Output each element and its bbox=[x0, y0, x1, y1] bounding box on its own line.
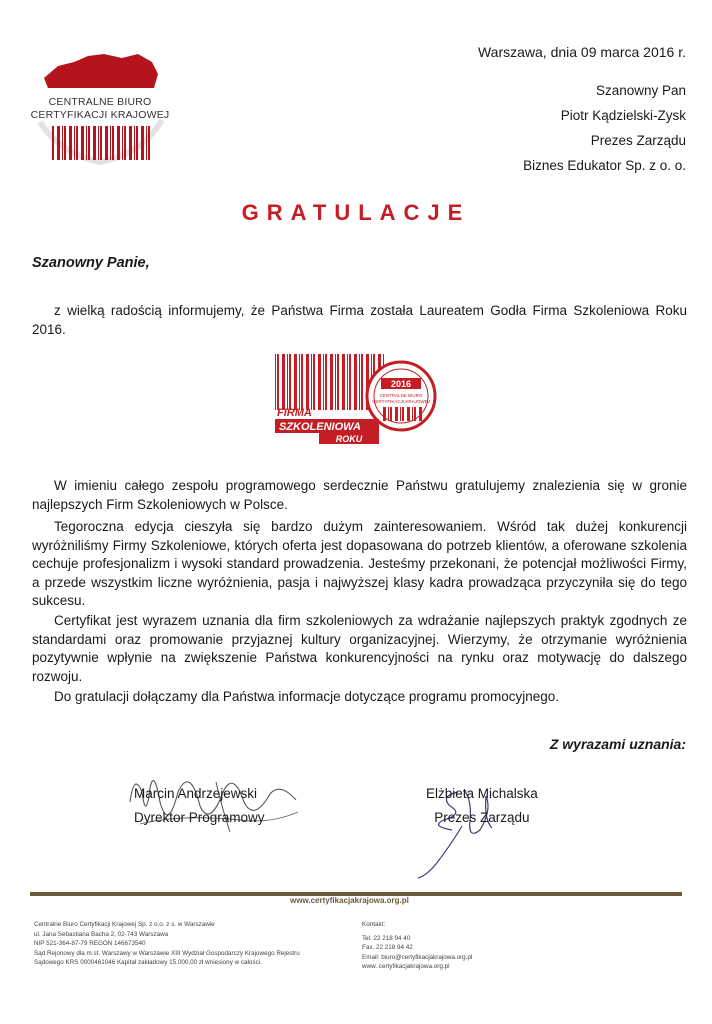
barcode-stripe bbox=[359, 354, 360, 410]
barcode-stripe bbox=[395, 407, 398, 421]
footer-company-line: NIP 521-364-87-79 REGON 146673540 bbox=[34, 940, 146, 947]
barcode-stripe bbox=[76, 126, 78, 160]
badge-year: 2016 bbox=[390, 379, 412, 389]
barcode-stripe bbox=[419, 407, 422, 421]
footer-contact-line: Fax. 22 218 94 42 bbox=[362, 944, 413, 951]
badge-ring-line-1: CENTRALNE BIURO bbox=[379, 393, 423, 398]
barcode-stripe bbox=[146, 126, 147, 160]
barcode-stripe bbox=[64, 126, 66, 160]
barcode-stripe bbox=[134, 126, 135, 160]
barcode-stripe bbox=[294, 354, 297, 410]
logo-line-2: CERTYFIKACJI KRAJOWEJ bbox=[30, 109, 170, 121]
signature-left-title: Dyrektor Programowy bbox=[134, 810, 265, 825]
barcode-stripe bbox=[52, 126, 54, 160]
barcode-stripe bbox=[289, 354, 291, 410]
paragraph-intro: z wielką radością informujemy, że Państwa Firma została Laureatem Godła Firma Szkoleniowa Roku 2016. bbox=[32, 303, 687, 337]
barcode-stripe bbox=[282, 354, 285, 410]
barcode-stripe bbox=[275, 354, 276, 410]
footer-company-line: Sądowego KRS 0000461046 Kapitał zakładowy 15.000,00 zł wniesiony w całości. bbox=[34, 959, 262, 966]
barcode-stripe bbox=[148, 126, 150, 160]
signature-right-title: Prezes Zarządu bbox=[434, 810, 530, 825]
paragraph-edition: Tegoroczna edycja cieszyła się bardzo dużym zainteresowaniem. Wśród tak dużej konkurencji wyróżniliśmy Firmy Szkoleniowe, których oferta jest dopasowana do potrzeb klientów, a oferowane szkolenia cechuje profesjonalizm i wysoki standard prowadzenia. Jesteśmy przekonani, że potencjał możliwości Firmy, a przede wszystkim liczne wyróżnienia, pasja i najwyższej klasy kadra prowadząca przyczyniła się do tego sukcesu. bbox=[32, 519, 687, 608]
logo-line-1: CENTRALNE BIURO bbox=[48, 96, 152, 108]
barcode-stripe bbox=[412, 407, 413, 421]
barcode-stripe bbox=[318, 354, 321, 410]
barcode-stripe bbox=[117, 126, 120, 160]
barcode-stripe bbox=[93, 126, 96, 160]
barcode-stripe bbox=[325, 354, 327, 410]
footer-company-line: ul. Jana Sebastiana Bacha 2, 02-743 Warszawa bbox=[34, 930, 169, 938]
signature-left-name: Marcin Andrzejewski bbox=[134, 786, 258, 801]
barcode-stripe bbox=[407, 407, 410, 421]
award-badge-icon bbox=[273, 350, 439, 446]
signature-right-name: Elżbieta Michalska bbox=[426, 786, 538, 801]
barcode-stripe bbox=[299, 354, 300, 410]
barcode-stripe bbox=[323, 354, 324, 410]
footer-company-info bbox=[34, 920, 300, 968]
barcode-stripe bbox=[62, 126, 63, 160]
barcode-stripe bbox=[335, 354, 336, 410]
barcode-stripe bbox=[414, 407, 416, 421]
paragraph-congratulations: W imieniu całego zespołu programowego serdecznie Państwu gratulujemy znalezienia się w gronie najlepszych Firm Szkoleniowych w Polsce. bbox=[32, 478, 687, 512]
headline: GRATULACJE bbox=[241, 200, 471, 225]
barcode-stripe bbox=[354, 354, 357, 410]
signature-right bbox=[426, 782, 538, 830]
salutation: Szanowny Panie, bbox=[32, 255, 150, 271]
barcode-stripe bbox=[81, 126, 84, 160]
footer-website: www.certyfikacjakrajowa.org.pl bbox=[286, 896, 413, 905]
barcode-stripe bbox=[311, 354, 312, 410]
barcode-stripe bbox=[390, 407, 392, 421]
recipient-company: Biznes Edukator Sp. z o. o. bbox=[523, 158, 686, 173]
barcode-stripe bbox=[361, 354, 363, 410]
barcode-stripe bbox=[98, 126, 99, 160]
barcode-stripe bbox=[124, 126, 126, 160]
barcode-stripe bbox=[57, 126, 60, 160]
footer-company-line: Centralne Biuro Certyfikacji Krajowej Sp. z o.o. z s. w Warszawie bbox=[34, 921, 215, 928]
barcode-stripe bbox=[287, 354, 288, 410]
company-logo bbox=[30, 44, 170, 170]
barcode-stripe bbox=[330, 354, 333, 410]
logo-text bbox=[30, 96, 170, 122]
barcode-stripe bbox=[347, 354, 348, 410]
paragraph-certificate: Certyfikat jest wyrazem uznania dla firm szkoleniowych za wdrażanie najlepszych praktyk zgodnych ze standardami oraz promowanie przyjaznej kultury organizacyjnej. Wierzymy, że otrzymanie wyróżnienia pozytywnie wpłynie na zwiększenie Państwa konkurencyjności na rynku oraz motywację do dalszego rozwoju. bbox=[32, 613, 687, 684]
paragraph-attachment: Do gratulacji dołączamy dla Państwa informacje dotyczące programu promocyjnego. bbox=[54, 689, 559, 704]
barcode-stripe bbox=[74, 126, 75, 160]
barcode-stripe bbox=[88, 126, 90, 160]
letter-date: Warszawa, dnia 09 marca 2016 r. bbox=[477, 44, 686, 60]
barcode-stripe bbox=[141, 126, 144, 160]
barcode-stripe bbox=[383, 407, 386, 421]
footer-contact-info bbox=[362, 920, 472, 972]
recipient-position: Prezes Zarządu bbox=[590, 133, 686, 148]
award-badge bbox=[273, 350, 439, 446]
barcode-stripe bbox=[112, 126, 114, 160]
barcode-stripe bbox=[306, 354, 309, 410]
barcode-stripe bbox=[86, 126, 87, 160]
footer-contact-line: Email: biuro@certyfikacjakrajowa.org.pl bbox=[362, 953, 473, 961]
badge-word-2: SZKOLENIOWA bbox=[279, 421, 361, 433]
barcode-stripe bbox=[400, 407, 401, 421]
signature-left bbox=[134, 782, 265, 830]
closing-phrase: Z wyrazami uznania: bbox=[549, 736, 686, 752]
barcode-stripe bbox=[337, 354, 339, 410]
footer-company-line: Sąd Rejonowy dla m.st. Warszawy w Warszawie XIII Wydział Gospodarczy Krajowego Rejestru bbox=[34, 949, 300, 957]
barcode-stripe bbox=[105, 126, 108, 160]
footer-contact-line: Tel. 22 218 94 40 bbox=[362, 934, 411, 942]
barcode-stripe bbox=[301, 354, 303, 410]
footer-contact-line: www. certyfikacjakrajowa.org.pl bbox=[362, 963, 450, 970]
barcode-stripe bbox=[100, 126, 102, 160]
barcode-stripe bbox=[136, 126, 138, 160]
barcode-stripe bbox=[69, 126, 72, 160]
barcode-stripe bbox=[402, 407, 404, 421]
barcode-stripe bbox=[129, 126, 132, 160]
barcode-stripe bbox=[277, 354, 279, 410]
barcode-stripe bbox=[110, 126, 111, 160]
barcode-stripe bbox=[349, 354, 351, 410]
barcode-stripe bbox=[122, 126, 123, 160]
barcode-stripe bbox=[388, 407, 389, 421]
badge-word-1: FIRMA bbox=[277, 407, 312, 419]
badge-ring-line-2: CERTYFIKACJI KRAJOWEJ bbox=[372, 399, 430, 404]
badge-word-3: ROKU bbox=[335, 434, 363, 444]
barcode-stripe bbox=[313, 354, 315, 410]
recipient-name: Piotr Kądzielski-Zysk bbox=[560, 108, 686, 123]
recipient-salutation: Szanowny Pan bbox=[595, 83, 686, 98]
recipient-block bbox=[523, 78, 686, 178]
barcode-stripe bbox=[342, 354, 345, 410]
footer-contact-label: Kontakt: bbox=[362, 921, 386, 928]
